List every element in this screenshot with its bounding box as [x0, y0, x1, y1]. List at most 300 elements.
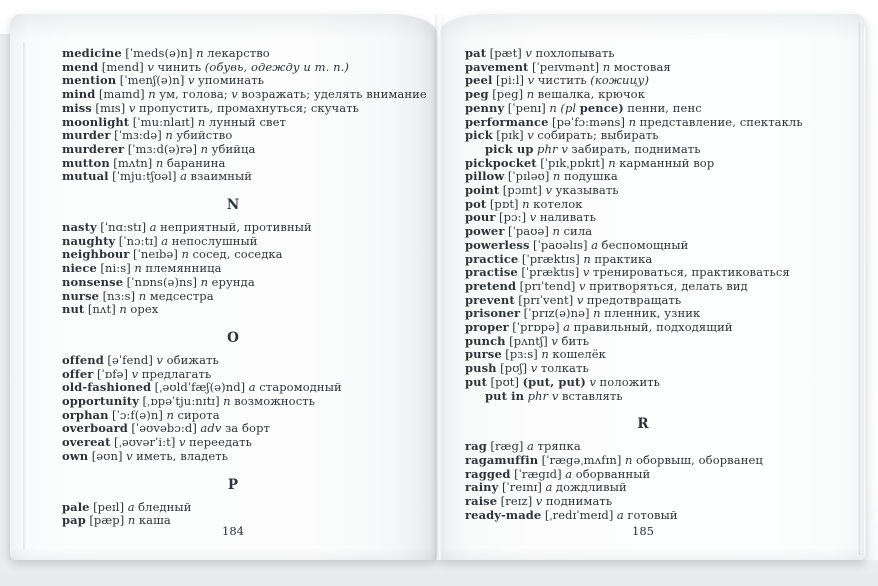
entry-segment: v: [545, 183, 553, 198]
entry-segment: предлагать: [141, 366, 212, 381]
entry-segment: неприятный, противный: [160, 220, 312, 235]
section-letter: P: [227, 476, 239, 493]
entry-segment: mind: [62, 87, 96, 102]
entry-segment: [ræg]: [490, 439, 524, 454]
entry-segment: pillow: [465, 169, 505, 184]
dictionary-entry: [62, 221, 404, 235]
entry-segment: [reɪz]: [500, 494, 533, 509]
entry-segment: оборвыш, оборванец: [635, 452, 763, 467]
entry-segment: n: [165, 128, 173, 143]
entry-segment: (put, put): [522, 374, 586, 389]
entry-segment: ready-made: [465, 507, 542, 522]
dictionary-entry: [62, 436, 404, 450]
entry-segment: забирать, поднимать: [571, 141, 701, 156]
entry-segment: [əʊn]: [91, 448, 123, 463]
entry-segment: [ˌəʊvərˈi:t]: [114, 435, 176, 450]
entry-segment: практика: [594, 251, 653, 266]
entry-segment: pretend: [465, 278, 517, 293]
entry-segment: кошелёк: [552, 347, 606, 362]
entry-segment: old-fashioned: [62, 380, 152, 395]
dictionary-entry: [465, 74, 821, 88]
entry-segment: n: [593, 306, 601, 321]
entry-segment: a: [180, 169, 188, 184]
entry-segment: [ˈpenɪ]: [507, 100, 546, 115]
entry-segment: ragamuffin: [465, 452, 539, 467]
entry-segment: [mend]: [101, 59, 144, 74]
dictionary-entry: [62, 409, 404, 423]
entry-segment: peel: [465, 73, 493, 88]
entry-segment: собирать; выбирать: [537, 128, 659, 143]
dictionary-entry: [62, 368, 404, 382]
dictionary-entry: [465, 481, 821, 495]
entry-segment: бледный: [138, 499, 192, 514]
dictionary-entry: [62, 170, 404, 184]
entry-segment: [ˌɒpəˈtju:nɪtɪ]: [142, 394, 220, 409]
dictionary-entry: [62, 235, 404, 249]
entry-segment: пенни, пенс: [627, 100, 702, 115]
entry-segment: [ˌəʊldˈfæʃ(ə)nd]: [154, 380, 246, 395]
entry-segment: [ˈpɪləʊ]: [507, 169, 550, 184]
dictionary-entry: [62, 248, 404, 262]
entry-segment: v: [529, 210, 537, 225]
entry-segment: вставлять: [561, 388, 623, 403]
entry-segment: (кожицу): [590, 73, 650, 88]
entry-segment: offer: [62, 366, 94, 381]
dictionary-entry: [62, 276, 404, 290]
entry-segment: purse: [465, 347, 502, 362]
entry-segment: prevent: [465, 292, 515, 307]
entry-segment: v: [527, 128, 534, 143]
dictionary-entry: [62, 422, 404, 436]
entry-segment: overeat: [62, 435, 111, 450]
entry-segment: phr v: [537, 141, 568, 156]
entry-segment: [prɪˈvent]: [518, 292, 574, 307]
entry-segment: n: [541, 347, 549, 362]
entry-segment: представление, спектакль: [639, 114, 803, 129]
entry-segment: v: [525, 46, 532, 60]
entry-segment: толкать: [540, 361, 589, 376]
entry-segment: [ˈmju:tʃʊəl]: [112, 169, 177, 184]
entry-segment: v: [126, 448, 133, 463]
entry-segment: [pɒt]: [489, 196, 519, 211]
entry-segment: penny: [465, 100, 505, 115]
entry-segment: pick: [465, 128, 493, 143]
dictionary-entry: [465, 307, 821, 321]
entry-segment: prisoner: [465, 306, 521, 321]
entry-segment: [ˈreɪnɪ]: [501, 480, 542, 495]
entry-segment: [pɔɪnt]: [502, 183, 542, 198]
entry-segment: [mʌtn]: [113, 155, 153, 170]
entry-segment: дождливый: [555, 480, 627, 495]
dictionary-entry: [465, 47, 821, 61]
entry-segment: offend: [62, 352, 104, 367]
entry-segment: pot: [465, 196, 487, 211]
entry-segment: [ni:s]: [100, 261, 131, 276]
entry-segment: v: [131, 366, 139, 381]
entry-segment: [pæt]: [489, 46, 522, 60]
entry-segment: [pʌntʃ]: [509, 333, 548, 348]
entry-segment: [mɪs]: [95, 100, 126, 115]
entry-segment: pap: [62, 513, 86, 528]
page-content: [439, 14, 866, 560]
entry-segment: a: [591, 237, 599, 252]
dictionary-entry: [62, 157, 404, 171]
background-surface: [0, 560, 878, 586]
entry-segment: n: [522, 196, 530, 211]
entry-segment: за борт: [224, 421, 270, 436]
page-stack-edge-right: [858, 22, 866, 555]
entry-segment: own: [62, 448, 89, 463]
entry-segment: pavement: [465, 59, 529, 74]
entry-segment: пропустить, промахнуться; скучать: [138, 100, 360, 115]
entry-segment: обижать: [166, 352, 219, 367]
entry-segment: v: [535, 494, 543, 509]
dictionary-entry: [465, 102, 821, 116]
dictionary-entry: [62, 381, 404, 395]
entry-segment: practise: [465, 265, 518, 280]
dictionary-entry: [62, 303, 404, 317]
entry-segment: [nɜ:s]: [102, 288, 136, 303]
entry-segment: [pəˈfɔ:məns]: [552, 114, 626, 129]
entry-segment: powerless: [465, 237, 530, 252]
entry-segment: тряпка: [537, 439, 581, 454]
entry-segment: [ˈpɪkˌpɒkɪt]: [540, 155, 605, 170]
entry-segment: карманный вор: [619, 155, 715, 170]
entry-segment: [ˈɔ:f(ə)n]: [112, 407, 163, 422]
entry-segment: чистить: [537, 73, 587, 88]
entry-segment: [prɪˈtend]: [519, 278, 576, 293]
entry-segment: adv: [200, 421, 222, 436]
dictionary-entry: [465, 468, 821, 482]
entry-segment: [ˈmɜ:d(ə)rə]: [127, 141, 198, 156]
entry-segment: v: [178, 435, 186, 450]
entry-segment: [pɔ:]: [499, 210, 527, 225]
entry-segment: murder: [62, 128, 111, 143]
entry-segment: [ˈmɜ:də]: [114, 128, 162, 143]
dictionary-entry: [465, 157, 821, 171]
entry-segment: [ˈnɒns(ə)ns]: [126, 274, 198, 289]
entry-segment: n: [526, 87, 535, 102]
entry-segment: pale: [62, 499, 90, 514]
entry-segment: n: [181, 247, 189, 262]
dictionary-entry: [465, 321, 821, 335]
dictionary-entry: [465, 61, 821, 75]
entry-segment: mention: [62, 73, 117, 88]
entry-segment: mutton: [62, 155, 110, 170]
entry-segment: n: [200, 141, 209, 156]
entry-segment: [ˈɒfə]: [96, 366, 129, 381]
entry-segment: nurse: [62, 288, 100, 303]
entry-segment: n: [197, 114, 206, 129]
dictionary-entry: [465, 198, 821, 212]
entry-segment: непослушный: [171, 233, 258, 248]
entry-segment: v: [128, 100, 136, 115]
dictionary-entry: [465, 170, 821, 184]
entry-segment: [pɜ:s]: [505, 347, 538, 362]
dictionary-entry: [465, 266, 821, 280]
entry-segment: [pæp]: [89, 513, 125, 528]
entry-segment: мостовая: [613, 59, 671, 74]
entry-segment: v: [530, 361, 538, 376]
entry-segment: n: [628, 114, 637, 129]
entry-segment: упоминать: [198, 73, 265, 88]
entry-segment: a: [161, 233, 169, 248]
entry-segment: pat: [465, 46, 487, 60]
entry-segment: орех: [130, 302, 159, 317]
entry-segment: поднимать: [545, 494, 613, 509]
entry-segment: пленник, узник: [604, 306, 701, 321]
entry-segment: moonlight: [62, 114, 130, 129]
dictionary-entry: [465, 280, 821, 294]
entry-segment: neighbour: [62, 247, 130, 262]
dictionary-entry: [465, 129, 821, 143]
entry-segment: opportunity: [62, 394, 139, 409]
entry-segment: punch: [465, 333, 506, 348]
entry-segment: ragged: [465, 466, 511, 481]
dictionary-entry: [62, 129, 404, 143]
entry-segment: n: [166, 407, 174, 422]
entry-segment: peg: [465, 87, 489, 102]
entry-segment: v: [147, 59, 154, 74]
entry-segment: a: [248, 380, 256, 395]
entry-segment: n: [200, 274, 209, 289]
entry-segment: n: [196, 46, 204, 60]
entry-segment: n: [549, 100, 557, 115]
entry-segment: убийца: [211, 141, 256, 156]
entry-segment: лекарство: [207, 46, 270, 60]
entry-segment: n: [127, 513, 136, 528]
entry-segment: nonsense: [62, 274, 124, 289]
dictionary-entry: [465, 253, 821, 267]
entry-segment: (обувь, одежду и т. п.): [204, 59, 349, 74]
dictionary-entry: [465, 440, 821, 454]
entry-segment: [ˈmenʃ(ə)n]: [119, 73, 185, 88]
entry-segment: [ˈrægɪd]: [514, 466, 562, 481]
entry-segment: беспомощный: [601, 237, 689, 252]
entry-segment: [peg]: [492, 87, 524, 102]
entry-segment: medicine: [62, 46, 122, 60]
section-letter: N: [226, 197, 240, 214]
entry-segment: возможность: [234, 394, 316, 409]
entry-segment: push: [465, 361, 497, 376]
dictionary-entry: [465, 348, 821, 362]
page-right: [439, 14, 866, 560]
entry-segment: притворяться, делать вид: [589, 278, 748, 293]
entry-segment: v: [579, 278, 586, 293]
dictionary-entry: [62, 395, 404, 409]
entry-segment: n: [119, 302, 127, 317]
entry-segment: возражать; уделять внимание: [241, 87, 427, 102]
dictionary-entry: [465, 88, 821, 102]
entry-segment: a: [565, 466, 573, 481]
entry-segment: rainy: [465, 480, 499, 495]
entry-segment: взаимный: [190, 169, 253, 184]
entry-segment: котелок: [533, 196, 583, 211]
entry-segment: n: [138, 288, 147, 303]
entry-segment: put: [465, 374, 488, 389]
entry-segment: каша: [138, 513, 171, 528]
entry-segment: pick up: [485, 141, 534, 156]
entry-segment: убийство: [176, 128, 233, 143]
entry-segment: point: [465, 183, 500, 198]
entry-segment: pour: [465, 210, 496, 225]
entry-segment: practice: [465, 251, 519, 266]
entry-segment: [pʊʃ]: [500, 361, 528, 376]
dictionary-entry: [465, 225, 821, 239]
entry-segment: v: [582, 265, 590, 280]
entry-segment: a: [616, 507, 624, 522]
entry-segment: [pi:l]: [495, 73, 525, 88]
dictionary-entry: [62, 87, 427, 102]
entry-segment: n: [552, 224, 561, 239]
entry-segment: [peɪl]: [93, 499, 125, 514]
entry-segment: правильный, подходящий: [573, 320, 733, 335]
entry-segment: племянница: [145, 261, 222, 276]
dictionary-entry: [62, 262, 404, 276]
dictionary-entry: [465, 495, 821, 509]
dictionary-entry: [465, 335, 821, 349]
entry-segment: похлопывать: [535, 46, 615, 60]
dictionary-entry: [465, 376, 821, 390]
entry-segment: performance: [465, 114, 549, 129]
entry-segment: miss: [62, 100, 92, 115]
dictionary-entry: [62, 61, 404, 75]
entry-segment: сосед, соседка: [192, 247, 283, 262]
entry-segment: phr v: [527, 388, 559, 403]
entry-segment: n: [552, 169, 561, 184]
entry-segment: v: [156, 352, 164, 367]
entry-segment: [ˈmu:nlaɪt]: [132, 114, 195, 129]
entry-segment: n: [602, 59, 611, 74]
entry-segment: a: [127, 499, 135, 514]
entry-segment: [ˈpeɪvmənt]: [531, 59, 600, 74]
entry-segment: [ˈneɪbə]: [132, 247, 178, 262]
entry-segment: тренироваться, практиковаться: [592, 265, 790, 280]
entry-segment: v: [527, 73, 535, 88]
entry-segment: orphan: [62, 407, 109, 422]
entry-segment: сирота: [177, 407, 220, 422]
page-number: 184: [222, 524, 244, 538]
entry-segment: murderer: [62, 141, 125, 156]
entry-segment: подушка: [563, 169, 618, 184]
entry-segment: mutual: [62, 169, 109, 184]
dictionary-entry: [62, 102, 404, 116]
dictionary-entry: [465, 239, 821, 253]
entry-segment: вешалка, крючок: [537, 87, 645, 102]
entry-segment: n: [223, 394, 231, 409]
entry-segment: n: [148, 87, 156, 102]
dictionary-entry: [62, 354, 404, 368]
dictionary-entry: [465, 116, 821, 130]
entry-segment: [ˈpaʊə]: [508, 224, 549, 239]
entry-segment: медсестра: [149, 288, 214, 303]
open-book: [10, 14, 866, 560]
entry-segment: [ˈəʊvəbɔ:d]: [131, 421, 197, 436]
section-letter: O: [227, 329, 239, 346]
entry-segment: [maɪnd]: [98, 87, 145, 102]
entry-segment: готовый: [627, 507, 678, 522]
page-content: [10, 14, 437, 560]
entry-segment: (pl: [560, 100, 577, 115]
entry-segment: overboard: [62, 421, 128, 436]
entry-segment: [ˈprɪz(ə)nə]: [523, 306, 590, 321]
entry-segment: power: [465, 224, 505, 239]
entry-segment: переедать: [189, 435, 252, 450]
entry-segment: положить: [599, 374, 661, 389]
entry-segment: [ˈmeds(ə)n]: [125, 46, 193, 60]
entry-segment: [ˌredɪˈmeɪd]: [544, 507, 614, 522]
entry-segment: [ˈnɑ:stɪ]: [100, 220, 147, 235]
dictionary-entry: [62, 450, 404, 464]
phrasal-entry: [465, 390, 821, 404]
entry-segment: niece: [62, 261, 97, 276]
entry-segment: v: [551, 333, 558, 348]
entry-segment: ерунда: [211, 274, 255, 289]
entry-segment: a: [149, 220, 157, 235]
entry-segment: raise: [465, 494, 498, 509]
entry-segment: v: [231, 87, 238, 102]
entry-segment: v: [576, 292, 584, 307]
entry-segment: [ˈpaʊəlɪs]: [533, 237, 588, 252]
entry-segment: a: [527, 439, 534, 454]
entry-segment: proper: [465, 320, 509, 335]
entry-segment: чинить: [157, 59, 202, 74]
entry-segment: [ˈnɔ:tɪ]: [118, 233, 158, 248]
entry-segment: ум, голова;: [159, 87, 228, 102]
entry-segment: n: [624, 452, 633, 467]
entry-segment: иметь, владеть: [136, 448, 229, 463]
dictionary-entry: [465, 454, 821, 468]
dictionary-entry: [465, 211, 821, 225]
dictionary-entry: [62, 501, 404, 515]
dictionary-entry: [62, 47, 404, 61]
entry-segment: лунный свет: [208, 114, 286, 129]
entry-segment: put in: [485, 388, 525, 403]
entry-segment: [ˈrægəˌmʌfɪn]: [541, 452, 622, 467]
entry-segment: [ˈpræktɪs]: [521, 265, 580, 280]
phrasal-entry: [465, 143, 821, 157]
dictionary-entry: [465, 509, 821, 523]
entry-segment: [ˈprɒpə]: [512, 320, 560, 335]
page-number: 185: [632, 524, 654, 538]
section-letter: R: [637, 416, 649, 433]
dictionary-entry: [465, 184, 821, 198]
entry-segment: [nʌt]: [87, 302, 116, 317]
entry-segment: n: [155, 155, 164, 170]
entry-segment: a: [545, 480, 553, 495]
entry-segment: [pʊt]: [490, 374, 520, 389]
entry-segment: баранина: [166, 155, 226, 170]
entry-segment: оборванный: [575, 466, 651, 481]
dictionary-entry: [62, 290, 404, 304]
dictionary-entry: [465, 294, 821, 308]
entry-segment: n: [608, 155, 616, 170]
entry-segment: pickpocket: [465, 155, 537, 170]
entry-segment: n: [134, 261, 142, 276]
entry-segment: бить: [561, 333, 590, 348]
dictionary-entry: [62, 143, 404, 157]
entry-segment: наливать: [539, 210, 597, 225]
entry-segment: nasty: [62, 220, 97, 235]
entry-segment: v: [187, 73, 195, 88]
entry-segment: rag: [465, 439, 487, 454]
entry-segment: v: [589, 374, 597, 389]
entry-segment: a: [563, 320, 571, 335]
dictionary-entry: [62, 74, 404, 88]
entry-segment: naughty: [62, 233, 116, 248]
dictionary-entry: [62, 116, 404, 130]
entry-segment: старомодный: [259, 380, 342, 395]
